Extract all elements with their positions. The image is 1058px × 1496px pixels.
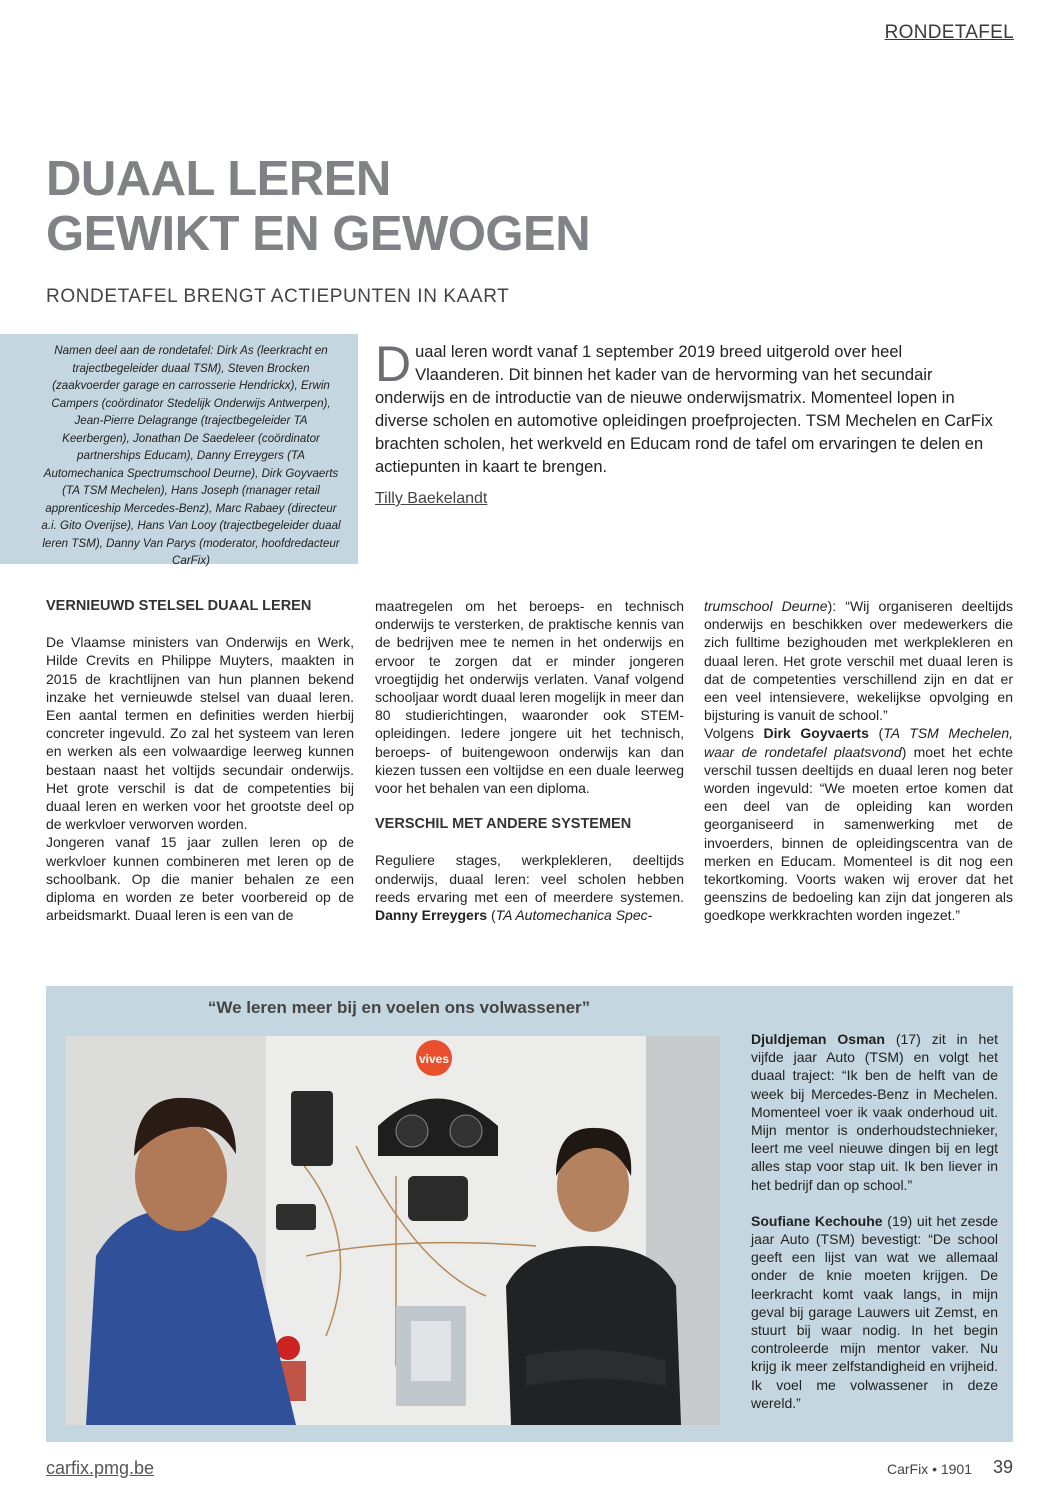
col2-paragraph-2 — [375, 851, 684, 924]
page-number: 39 — [992, 1457, 1013, 1477]
section-heading-1: VERNIEUWD STELSEL DUAAL LEREN — [46, 598, 312, 614]
col3-paragraph-1-text: ): “Wij organiseren deeltijds onderwijs en beschikken over medewerkers die zich fulltime bezighouden met werkplekleren en duaal leren. Het grote verschil met duaal leren is dat de competenties verschillend zijn en dat er een veel intensievere, wekelijkse opvolging en bijsturing is vanuit de school.” — [704, 598, 1014, 724]
testimonial-1 — [751, 1030, 998, 1194]
quoted-role-goyvaerts: TA TSM Mechelen, waar de rondetafel plaatsvond — [704, 725, 1013, 760]
col3-paren: ( — [868, 725, 884, 742]
title-line-2: GEWIKT EN GEWOGEN — [46, 207, 591, 261]
footer-magazine: CarFix • 1901 — [886, 1461, 972, 1477]
article-title — [46, 152, 590, 262]
testimonials-text — [751, 1030, 998, 1412]
students-photo — [66, 1036, 720, 1425]
col3-paragraph-2 — [704, 724, 1013, 924]
testimonial-2-text: (19) uit het zesde jaar Auto (TSM) bevestigt: “De school geeft een lijst van wat we allemaal onder de knie moeten krijgen. De leerkracht komt vaak langs, in mijn geval bij garage Lauwers uit Zemst, en stuurt bij waar nodig. In het begin controleerde mijn mentor vaker. Nu krijg ik meer zelfstandigheid en vrijheid. Ik voel me volwassener in deze wereld.” — [751, 1212, 999, 1411]
section-tag: RONDETAFEL — [884, 22, 1014, 43]
col3-paragraph-2-text: ) moet het echte verschil tussen deeltijds en duaal leren nog beter worden ingevuld: “We moeten ertoe komen dat een deel van de opleiding kan worden georganiseerd in samenwerking met de invoerders, binnen de opleidingscentra van de merken en Educam. Momenteel is dit nog een tekortkoming. Voorts waken wij erover dat het geenszins de bedoeling kan zijn dat jongeren als goedkope werkkrachten worden ingezet.” — [704, 743, 1013, 924]
intro-text: uaal leren wordt vanaf 1 september 2019 breed uitgerold over heel Vlaanderen. Dit binnen het kader van de hervorming van het secundair onderwijs en de introductie van de nieuwe onderwijsmatrix. Momenteel lopen in diverse scholen en automotive opleidingen proefprojecten. TSM Mechelen en CarFix brachten scholen, het werkveld en Educam rond de tafel om ervaringen te delen en actiepunten in kaart te brengen. — [375, 343, 993, 476]
testimonial-2-name: Soufiane Kechouhe — [751, 1212, 883, 1229]
col1-paragraph-2: Jongeren vanaf 15 jaar zullen leren op de werkvloer kunnen combineren met leren op de schoolbank. Op die manier behalen ze een diploma en worden ze beter voorbereid op de arbeidsmarkt. Duaal leren is een van de — [46, 834, 354, 924]
col2-paragraph-2-text: Reguliere stages, werkplekleren, deeltijds onderwijs, duaal leren: veel scholen hebben reeds ervaring met een of meerdere systemen. — [375, 852, 684, 905]
participants-text: Namen deel aan de rondetafel: Dirk As (leerkracht en trajectbegeleider duaal TSM), Steven Brocken (zaakvoerder garage en carrosserie Hendrickx), Erwin Campers (coördinator Stedelijk Onderwijs Antwerpen), Jean-Pierre Delagrange (trajectbegeleider TA Keerbergen), Jonathan De Saedeleer (coördinator partnerships Educam), Danny Erreygers (TA Automechanica Spectrumschool Deurne), Dirk Goyvaerts (TA TSM Mechelen), Hans Joseph (manager retail apprenticeship Mercedes-Benz), Marc Rabaey (directeur a.i. Gito Overijse), Hans Van Looy (trajectbegeleider duaal leren TSM), Danny Van Parys (moderator, hoofdredacteur CarFix) — [41, 344, 341, 567]
article-subtitle: RONDETAFEL BRENGT ACTIEPUNTEN IN KAART — [46, 286, 510, 307]
quoted-name-erreygers: Danny Erreygers — [375, 907, 488, 924]
quoted-role-erreygers-cont: trumschool Deurne — [704, 598, 828, 614]
quoted-role-erreygers: TA Automechanica Spec- — [495, 907, 653, 924]
col2-paragraph-1: maatregelen om het beroeps- en technisch onderwijs te versterken, de praktische kennis van de bedrijven mee te nemen in het onderwijs en ervoor te zorgen dat er minder jongeren vroegtijdig het onderwijs verlaten. Vanaf volgend schooljaar wordt duaal leren mogelijk in meer dan 80 studierichtingen, waaronder ook STEM-opleidingen. Iedere jongere uit het technisch, beroeps- of buitengewoon onderwijs kan dan kiezen tussen een voltijdse en een duale leerweg voor het behalen van een diploma. — [375, 598, 684, 797]
participants-box — [0, 334, 358, 567]
testimonial-1-text: (17) zit in het vijfde jaar Auto (TSM) en volgt het duaal traject: “Ik ben de helft van de week bij Mercedes-Benz in Mechelen. Momenteel voer ik vaak onderhoud uit. Mijn mentor is onderhoudstechnieker, leert me veel nieuwe dingen bij en legt alles stap voor stap uit. Ik ben liever in het bedrijf dan op school.” — [751, 1031, 998, 1193]
drop-cap: D — [375, 336, 412, 392]
column-1 — [46, 597, 354, 924]
quoted-name-goyvaerts: Dirk Goyvaerts — [763, 725, 869, 742]
column-3 — [704, 597, 1013, 925]
col2-paren: ( — [487, 907, 496, 924]
col3-lead: Volgens — [704, 725, 764, 742]
title-line-1: DUAAL LEREN — [46, 152, 391, 206]
section-heading-2: VERSCHIL MET ANDERE SYSTEMEN — [375, 816, 632, 833]
author-byline: Tilly Baekelandt — [375, 490, 488, 507]
column-2 — [375, 597, 684, 924]
col1-paragraph-1: De Vlaamse ministers van Onderwijs en Werk, Hilde Crevits en Philippe Muyters, maakten in 2015 de krachtlijnen van hun plannen bekend inzake het vernieuwde stelsel van duaal leren. Een aantal termen en definities werden hierbij concreter ingevuld. Zo zal het systeem van leren en werken als een volwaardige leerweg kunnen bestaan naast het voltijds secundair onderwijs. Het grote verschil is dat de competenties bij duaal leren en werken voor het grootste deel op de werkvloer verworven worden. — [46, 634, 354, 833]
testimonial-2 — [751, 1212, 998, 1412]
intro-paragraph — [375, 336, 995, 479]
testimonial-1-name: Djuldjeman Osman — [751, 1031, 885, 1047]
pull-quote: “We leren meer bij en voelen ons volwassener” — [207, 998, 591, 1017]
testimonial-box — [46, 986, 1013, 1442]
photo-illustration — [66, 1036, 720, 1425]
photo-logo: vives — [418, 1052, 450, 1066]
col3-paragraph-1 — [704, 597, 1013, 724]
footer-url[interactable]: carfix.pmg.be — [46, 1458, 155, 1478]
